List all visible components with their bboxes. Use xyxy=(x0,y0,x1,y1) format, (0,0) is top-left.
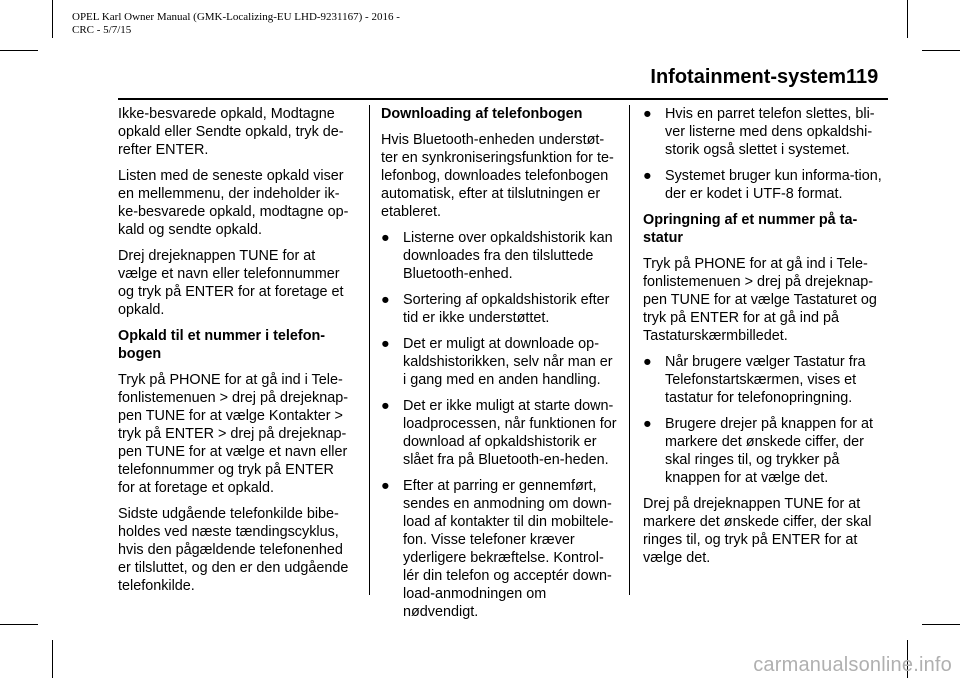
crop-mark xyxy=(922,50,960,51)
crop-mark xyxy=(907,0,908,38)
bullet-symbol: ● xyxy=(381,478,390,494)
paragraph: Drej drejeknappen TUNE for at vælge et navn eller telefonnummer og tryk på ENTER for at foretage et opkald. xyxy=(118,248,344,318)
bullet-text: Når brugere vælger Tastatur fra Telefonstartskærmen, vises et tastatur for telefonopringning. xyxy=(665,354,866,406)
bullet-symbol: ● xyxy=(381,398,390,414)
crop-mark xyxy=(52,0,53,38)
bullet-item xyxy=(643,167,889,203)
paragraph: Tryk på PHONE for at gå ind i Tele-fonlistemenuen > drej på drejeknap-pen TUNE for at vælge Tastaturet og tryk på ENTER for at gå ind på Tastaturskærmbilledet. xyxy=(643,256,877,344)
bullet-text: Systemet bruger kun informa-tion, der er kodet i UTF-8 format. xyxy=(665,168,882,202)
document-info: OPEL Karl Owner Manual (GMK-Localizing-EU LHD-9231167) - 2016 - CRC - 5/7/15 xyxy=(72,11,400,36)
bullet-symbol: ● xyxy=(643,106,652,122)
column-divider xyxy=(629,105,630,595)
bullet-item xyxy=(643,105,889,159)
text-column-1 xyxy=(118,105,354,603)
bullet-text: Listerne over opkaldshistorik kan downloades fra den tilsluttede Bluetooth-enhed. xyxy=(403,230,613,282)
paragraph: Tryk på PHONE for at gå ind i Tele-fonlistemenuen > drej på drejeknap-pen TUNE for at vælge Kontakter > tryk på ENTER > drej på drejeknap-pen TUNE for at vælge et navn eller telefonnummer og tryk på ENTER for at foretage et opkald. xyxy=(118,372,348,496)
crop-mark xyxy=(0,624,38,625)
paragraph: Drej på drejeknappen TUNE for at markere det ønskede ciffer, der skal ringes til, og tryk på ENTER for at vælge det. xyxy=(643,496,872,566)
crop-mark xyxy=(0,50,38,51)
subheading: Opringning af et nummer på ta-statur xyxy=(643,212,858,246)
header-rule xyxy=(118,98,888,100)
bullet-item xyxy=(643,415,889,487)
paragraph: Hvis Bluetooth-enheden understøt-ter en synkroniseringsfunktion for te-lefonbog, downloades telefonbogen automatisk, efter at tilslutningen er etableret. xyxy=(381,132,614,220)
bullet-symbol: ● xyxy=(381,336,390,352)
crop-mark xyxy=(922,624,960,625)
column-divider xyxy=(369,105,370,595)
subheading: Opkald til et nummer i telefon-bogen xyxy=(118,328,326,362)
bullet-symbol: ● xyxy=(643,416,652,432)
bullet-item xyxy=(381,397,617,469)
bullet-text: Sortering af opkaldshistorik efter tid er ikke understøttet. xyxy=(403,292,610,326)
bullet-text: Det er muligt at downloade op-kaldshistorikken, selv når man er i gang med en anden handling. xyxy=(403,336,613,388)
bullet-symbol: ● xyxy=(381,230,390,246)
bullet-item xyxy=(381,291,617,327)
text-column-2 xyxy=(381,105,617,629)
bullet-symbol: ● xyxy=(381,292,390,308)
paragraph: Sidste udgående telefonkilde bibe-holdes ved næste tændingscyklus, hvis den pågældende telefonenhed er tilsluttet, og den er den udgående telefonkilde. xyxy=(118,506,349,594)
bullet-item xyxy=(381,477,617,621)
bullet-symbol: ● xyxy=(643,354,652,370)
watermark: carmanualsonline.info xyxy=(753,654,952,676)
bullet-text: Det er ikke muligt at starte down-loadprocessen, når funktionen for download af opkaldshistorik er slået fra på Bluetooth-en-heden. xyxy=(403,398,617,468)
text-column-3 xyxy=(643,105,889,575)
section-title: Infotainment-system xyxy=(650,66,846,88)
bullet-item xyxy=(643,353,889,407)
bullet-text: Hvis en parret telefon slettes, bli-ver listerne med dens opkaldshi-storik også slettet i systemet. xyxy=(665,106,875,158)
bullet-item xyxy=(381,335,617,389)
bullet-text: Brugere drejer på knappen for at markere det ønskede ciffer, der skal ringes til, og trykker på knappen for at vælge det. xyxy=(665,416,873,486)
paragraph: Listen med de seneste opkald viser en mellemmenu, der indeholder ik-ke-besvarede opkald, modtagne op-kald og sendte opkald. xyxy=(118,168,349,238)
bullet-text: Efter at parring er gennemført, sendes en anmodning om down-load af kontakter til din mobiltele-fon. Visse telefoner kræver yderligere bekræftelse. Kontrol-lér din telefon og acceptér down-load-anmodningen om nødvendigt. xyxy=(403,478,614,620)
paragraph: Ikke-besvarede opkald, Modtagne opkald eller Sendte opkald, tryk de-refter ENTER. xyxy=(118,106,344,158)
bullet-symbol: ● xyxy=(643,168,652,184)
page-number: 119 xyxy=(846,66,879,88)
subheading: Downloading af telefonbogen xyxy=(381,106,583,122)
bullet-item xyxy=(381,229,617,283)
crop-mark xyxy=(52,640,53,678)
